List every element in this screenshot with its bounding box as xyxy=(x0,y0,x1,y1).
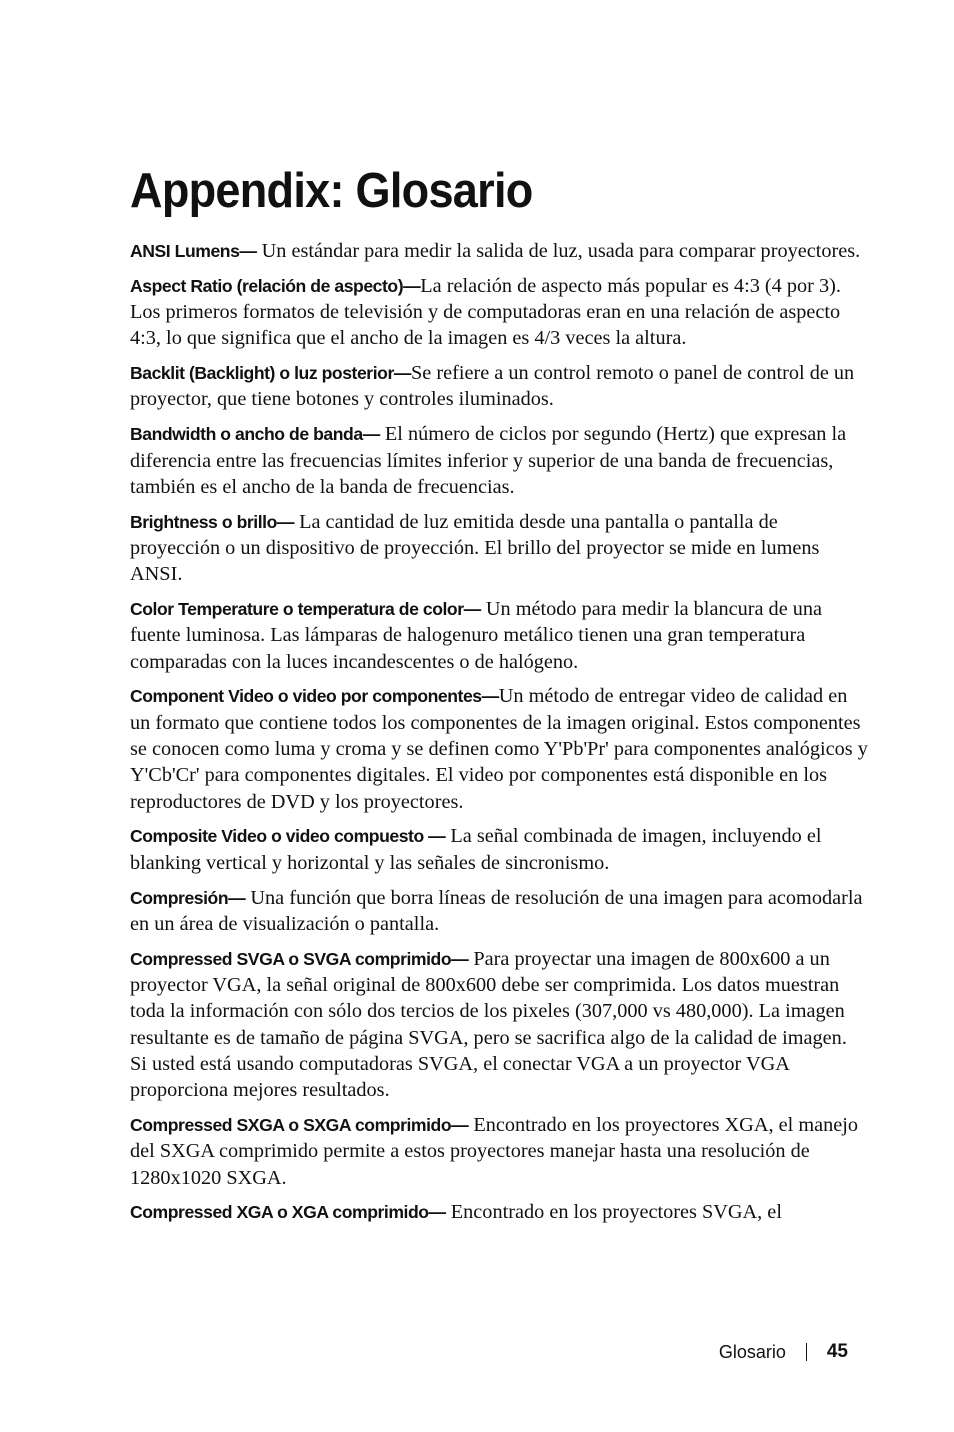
glossary-entry-composite-video xyxy=(130,823,868,876)
glossary-term: Backlit (Backlight) o luz posterior— xyxy=(130,363,411,384)
page-footer xyxy=(719,1339,848,1365)
glossary-entry-ansi-lumens xyxy=(130,238,868,264)
glossary-term: Bandwidth o ancho de banda— xyxy=(130,424,380,445)
glossary-definition: Encontrado en los proyectores XGA, el manejo del SXGA comprimido permite a estos proyectores manejar hasta una resolución de 1280x1020 SXGA. xyxy=(130,1113,859,1189)
glossary-entry-compressed-svga xyxy=(130,946,868,1104)
glossary-definition: Un método para medir la blancura de una fuente luminosa. Las lámparas de halogenuro metálico tienen una gran temperatura comparadas con la luces incandescentes o de halógeno. xyxy=(130,598,823,673)
glossary-list xyxy=(130,238,868,1234)
glossary-entry-brightness xyxy=(130,509,868,588)
glossary-term: Component Video o video por componentes— xyxy=(130,686,499,707)
glossary-entry-bandwidth xyxy=(130,421,868,500)
glossary-entry-compresion xyxy=(130,885,868,938)
glossary-entry-component-video xyxy=(130,683,868,814)
footer-section-label: Glosario xyxy=(718,1342,786,1362)
page-title: Appendix: Glosario xyxy=(130,164,533,218)
glossary-definition: Una función que borra líneas de resolución de una imagen para acomodarla en un área de visualización o pantalla. xyxy=(130,886,863,935)
glossary-definition: El número de ciclos por segundo (Hertz) que expresan la diferencia entre las frecuencias límites inferior y superior de una banda de frecuencias, también es el ancho de la banda de frecuencias. xyxy=(130,423,847,498)
glossary-entry-backlit xyxy=(130,360,868,413)
glossary-definition: Un estándar para medir la salida de luz, usada para comparar proyectores. xyxy=(256,240,861,262)
glossary-term: Compressed SVGA o SVGA comprimido— xyxy=(130,948,469,969)
glossary-term: Color Temperature o temperatura de color— xyxy=(130,599,481,620)
glossary-term: Composite Video o video compuesto — xyxy=(130,826,446,847)
glossary-term: Compresión— xyxy=(130,887,246,908)
glossary-term: ANSI Lumens— xyxy=(130,241,257,261)
glossary-term: Compressed XGA o XGA comprimido— xyxy=(130,1202,446,1223)
glossary-definition: Un método de entregar video de calidad en un formato que contiene todos los componentes de la imagen original. Estos componentes se conocen como luma y croma y se definen como Y'Pb'Pr' para componentes analógicos y Y'Cb'Cr' para componentes digitales. El video por componentes está disponible en los reproductores de DVD y los proyectores. xyxy=(130,685,868,813)
glossary-definition: Se refiere a un control remoto o panel de control de un proyector, que tiene botones y controles iluminados. xyxy=(130,362,855,411)
glossary-entry-compressed-sxga xyxy=(130,1112,868,1191)
glossary-definition: Encontrado en los proyectores SVGA, el xyxy=(445,1201,782,1224)
glossary-entry-color-temperature xyxy=(130,596,868,675)
glossary-definition: La señal combinada de imagen, incluyendo el blanking vertical y horizontal y las señales de sincronismo. xyxy=(130,825,822,874)
glossary-definition: La cantidad de luz emitida desde una pantalla o pantalla de proyección o un dispositivo de proyección. El brillo del proyector se mide en lumens ANSI. xyxy=(130,510,820,586)
glossary-definition: La relación de aspecto más popular es 4:3 (4 por 3). Los primeros formatos de televisión y de computadoras eran en una relación de aspecto 4:3, lo que significa que el ancho de la imagen es 4/3 veces la altura. xyxy=(130,274,841,350)
glossary-entry-aspect-ratio xyxy=(130,273,868,352)
glossary-definition: Para proyectar una imagen de 800x600 a un proyector VGA, la señal original de 800x600 debe ser comprimida. Los datos muestran toda la información con sólo dos tercios de los pixeles (307,000 vs 480,000). La imagen resultante es de tamaño de página SVGA, pero se sacrifica algo de la calidad de imagen. Si usted está usando computadoras SVGA, el conectar VGA a un proyector VGA proporciona mejores resultados. xyxy=(130,947,847,1102)
page-number: 45 xyxy=(826,1341,848,1362)
glossary-term: Brightness o brillo— xyxy=(130,511,295,532)
glossary-entry-compressed-xga xyxy=(130,1199,868,1225)
glossary-term: Aspect Ratio (relación de aspecto)— xyxy=(130,275,421,296)
glossary-term: Compressed SXGA o SXGA comprimido— xyxy=(130,1114,469,1135)
footer-divider xyxy=(806,1343,807,1361)
